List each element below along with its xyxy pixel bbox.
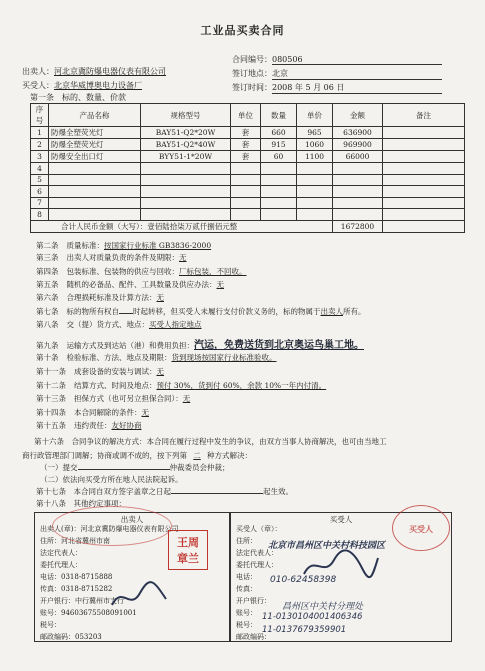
sign-time-value: 2008 年 5 月 06 日	[272, 82, 442, 94]
table-row	[31, 163, 465, 175]
table-cell	[231, 197, 261, 209]
buyer-field: 开户银行：	[236, 597, 271, 605]
clause-fill: 货到现场按国家行业标准验收。	[171, 353, 277, 362]
table-row	[31, 209, 465, 221]
table-cell	[49, 186, 141, 198]
clause-10	[36, 352, 277, 363]
table-cell: 8	[31, 209, 49, 221]
clause-16-line-2	[22, 450, 252, 461]
clause-text: 随机的必备品、配件、工具数量及供应办法：	[66, 280, 217, 289]
sign-time-row	[232, 82, 442, 94]
clause-3	[36, 252, 187, 263]
clause-16-text-end: 种方式解决：	[207, 451, 252, 460]
clause-8	[36, 319, 202, 330]
table-cell: 防爆全塑荧光灯	[49, 127, 141, 139]
header-cell: 单位	[231, 104, 261, 127]
buyer-representative-signature	[300, 548, 380, 582]
clause-number: 第六条	[36, 293, 59, 302]
table-cell: 660	[261, 127, 297, 139]
clause-17-text: 第十七条 本合同自双方签字盖章之日起	[36, 487, 171, 496]
clause-fill: 无	[182, 394, 191, 403]
table-cell	[141, 186, 231, 198]
table-cell	[333, 163, 383, 175]
sign-place-value: 北京	[272, 68, 442, 80]
clause-text-end: 所有。	[343, 307, 366, 316]
table-cell	[383, 139, 465, 151]
clause-text: 检验标准、方法、地点及期限：	[66, 353, 172, 362]
table-cell: 防爆安全出口灯	[49, 151, 141, 163]
header-cell: 备注	[383, 104, 465, 127]
seller-field: 税号：	[40, 621, 61, 629]
clause-number: 第七条	[36, 307, 59, 316]
table-cell	[49, 163, 141, 175]
table-cell: 4	[31, 163, 49, 175]
table-cell	[297, 197, 333, 209]
table-cell	[297, 174, 333, 186]
clause-text: 标的物所有权自	[66, 307, 119, 316]
seller-field: 住所：河北省冀州市南	[40, 537, 110, 545]
buyer-field: 电话：	[236, 573, 257, 581]
total-label: 合计人民币金额（大写）：壹佰陆拾柒万贰仟捌佰元整	[31, 220, 333, 232]
header-cell: 产品名称	[49, 104, 141, 127]
table-cell: 防爆全塑荧光灯	[49, 139, 141, 151]
header-cell: 序号	[31, 104, 49, 127]
table-cell	[231, 163, 261, 175]
table-cell: BAY51-Q2*40W	[141, 139, 231, 151]
table-cell	[333, 197, 383, 209]
seller-field: 传真：0318-8715282	[40, 585, 113, 593]
clause-16-option-2: （二）依法向买受方所在地人民法院起诉。	[40, 475, 183, 484]
buyer-address-handwriting: 北京市昌州区中关村科技园区	[268, 541, 386, 551]
clause-12	[36, 380, 326, 391]
header-cell: 规格型号	[141, 104, 231, 127]
table-cell: 1060	[297, 139, 333, 151]
table-cell: 965	[297, 127, 333, 139]
table-cell	[49, 174, 141, 186]
table-cell	[49, 197, 141, 209]
table-cell: 套	[231, 127, 261, 139]
clause-fill: 无	[216, 280, 224, 289]
clause-fill: 无	[156, 367, 164, 376]
table-row	[31, 127, 465, 139]
clause-number: 第五条	[36, 280, 59, 289]
clause-fill: 友好协商	[111, 421, 142, 430]
clause-number: 第二条	[36, 241, 59, 250]
seller-field: 出卖人(章)：河北京冀防爆电器仪表有限公司	[40, 525, 179, 533]
table-cell	[383, 151, 465, 163]
clause-fill: 买受人指定地点	[149, 320, 202, 329]
clause-18: 第十八条 其他约定事项：	[36, 499, 126, 508]
clause-number: 第十二条	[36, 381, 66, 390]
clause-17-blank	[171, 493, 263, 494]
table-cell: 套	[231, 139, 261, 151]
document-title: 工业品买卖合同	[200, 24, 285, 37]
clause-text: 交（提）货方式、地点：	[66, 320, 149, 329]
seller-label: 出卖人：	[22, 67, 54, 76]
clause-fill: 预付 30%，货到付 60%，余款 10%一年内付清。	[156, 381, 327, 390]
total-value: 1672800	[333, 220, 383, 232]
option-1-text: （一）提交	[40, 463, 78, 472]
buyer-account-handwriting: 11-0130104001406346	[262, 612, 363, 622]
header-cell: 金额	[333, 104, 383, 127]
seller-field: 委托代理人：	[40, 561, 82, 569]
table-cell	[231, 174, 261, 186]
seller-field: 开户银行：中行冀州市支行	[40, 597, 124, 605]
clause-17-text-end: 起生效。	[263, 487, 293, 496]
clause-number: 第九条	[36, 341, 59, 350]
total-row	[31, 220, 465, 232]
seller-field: 账号：94603675508091001	[40, 609, 137, 617]
clause-text: 担保方式（也可另立担保合同）：	[74, 394, 183, 403]
clause-11	[36, 366, 164, 377]
table-cell: BYY51-1*20W	[141, 151, 231, 163]
clause-fill: 无	[179, 253, 187, 262]
clause-text: 本合同解除的条件：	[74, 408, 142, 417]
seller-field: 邮政编码：053203	[40, 633, 102, 641]
table-cell: BAY51-Q2*20W	[141, 127, 231, 139]
clause-fill: 无	[141, 408, 149, 417]
table-cell: 969900	[333, 139, 383, 151]
header-cell: 数量	[261, 104, 297, 127]
clause-17	[36, 486, 293, 497]
clause-number: 第十一条	[36, 367, 66, 376]
clause-16-choice: 二	[193, 451, 201, 460]
clause-13	[36, 393, 190, 404]
buyer-field: 买受人（章）：	[236, 525, 282, 533]
option-1-blank	[78, 469, 170, 470]
table-cell: 套	[231, 151, 261, 163]
clause-blank	[119, 313, 133, 314]
clause-text: 包装标准、包装物的供应与回收：	[66, 267, 179, 276]
buyer-field: 委托代理人：	[236, 561, 278, 569]
buyer-row	[22, 80, 142, 91]
table-cell	[333, 174, 383, 186]
table-cell	[383, 174, 465, 186]
table-cell	[231, 186, 261, 198]
contract-no-label: 合同编号：	[232, 55, 272, 64]
clause-9	[36, 336, 364, 351]
clause-4	[36, 266, 247, 277]
table-cell: 6	[31, 186, 49, 198]
total-remark	[383, 220, 465, 232]
clause-1: 第一条 标的、数量、价款	[30, 93, 126, 102]
table-cell	[297, 163, 333, 175]
table-cell	[261, 209, 297, 221]
contract-no-row	[232, 54, 442, 65]
table-cell	[141, 174, 231, 186]
table-cell: 1100	[297, 151, 333, 163]
clause-16-line-1: 第十六条 合同争议的解决方式：本合同在履行过程中发生的争议，由双方当事人协商解决，也可由当地工	[34, 437, 387, 446]
clause-text: 结算方式、时间及地点：	[74, 381, 157, 390]
seller-representative-signature	[110, 575, 170, 615]
clause-7	[36, 306, 366, 317]
table-row	[31, 151, 465, 163]
table-cell	[141, 197, 231, 209]
buyer-field: 账号：	[236, 609, 257, 617]
seller-company-stamp	[52, 506, 172, 546]
clause-number: 第十四条	[36, 408, 66, 417]
table-cell	[297, 186, 333, 198]
table-cell: 7	[31, 197, 49, 209]
table-cell	[141, 163, 231, 175]
clause-16-option-1	[40, 462, 230, 473]
table-cell	[261, 163, 297, 175]
clause-fill: 出卖人	[320, 307, 343, 316]
clause-text: 出卖人对质量负责的条件及期限：	[66, 253, 179, 262]
table-row	[31, 186, 465, 198]
clause-text: 合理损耗标准及计算方法：	[66, 293, 157, 302]
table-cell	[261, 174, 297, 186]
clause-number: 第三条	[36, 253, 59, 262]
buyer-field: 传真：	[236, 585, 257, 593]
table-cell	[141, 209, 231, 221]
clause-fill: 汽运，免费送货到北京奥运鸟巢工地。	[194, 340, 364, 351]
clause-number: 第十条	[36, 353, 59, 362]
clause-text: 质量标准：	[66, 241, 104, 250]
header-cell: 单价	[297, 104, 333, 127]
clause-14	[36, 407, 149, 418]
seller-field: 法定代表人：	[40, 549, 82, 557]
buyer-field: 住所：	[236, 537, 257, 545]
table-cell	[383, 209, 465, 221]
clause-6	[36, 292, 164, 303]
table-cell: 915	[261, 139, 297, 151]
table-cell: 1	[31, 127, 49, 139]
seller-name: 河北京冀防爆电器仪表有限公司	[54, 67, 166, 76]
clause-number: 第十三条	[36, 394, 66, 403]
seller-personal-seal: 王周 章兰	[168, 530, 208, 570]
table-cell	[231, 209, 261, 221]
clause-15	[36, 420, 142, 431]
sign-time-label: 签订时间：	[232, 83, 272, 92]
table-row	[31, 139, 465, 151]
clause-number: 第八条	[36, 320, 59, 329]
table-cell: 636900	[333, 127, 383, 139]
buyer-bank-handwriting: 昌州区中关村分理处	[282, 602, 364, 612]
table-cell	[383, 127, 465, 139]
clause-text: 运输方式及到达站（港）和费用负担：	[66, 341, 194, 350]
seller-row	[22, 66, 166, 77]
clause-5	[36, 279, 224, 290]
table-cell	[261, 186, 297, 198]
table-cell	[383, 186, 465, 198]
table-cell	[383, 163, 465, 175]
sign-place-row	[232, 68, 442, 80]
table-cell: 2	[31, 139, 49, 151]
buyer-tax-handwriting: 11-0137679359901	[262, 625, 347, 635]
clause-2	[36, 240, 211, 251]
clause-number: 第十五条	[36, 421, 66, 430]
contract-no-value: 080506	[272, 55, 442, 65]
buyer-name: 北京华威博奥电力设备厂	[54, 81, 142, 90]
clause-text: 违约责任：	[74, 421, 112, 430]
buyer-box-title: 买受人	[329, 515, 353, 524]
table-cell	[49, 209, 141, 221]
table-cell: 60	[261, 151, 297, 163]
clause-fill: 厂标包装，不回收。	[179, 267, 247, 276]
table-row	[31, 174, 465, 186]
buyer-field: 邮政编码：	[236, 633, 271, 641]
table-cell: 66000	[333, 151, 383, 163]
clause-fill: 按国家行业标准 GB3836-2000	[104, 241, 212, 250]
buyer-label: 买受人：	[22, 81, 54, 90]
goods-table	[30, 103, 465, 233]
table-cell	[297, 209, 333, 221]
clause-text-continued: 时起转移，但买受人未履行支付价款义务的，标的物属于	[133, 307, 321, 316]
seller-field: 电话：0318-8715888	[40, 573, 113, 581]
buyer-field: 法定代表人：	[236, 549, 278, 557]
table-row	[31, 197, 465, 209]
table-cell	[333, 186, 383, 198]
table-cell: 3	[31, 151, 49, 163]
table-cell	[261, 197, 297, 209]
table-cell	[333, 209, 383, 221]
buyer-phone-handwriting: 010-62458398	[270, 575, 337, 585]
table-header-row	[31, 104, 465, 127]
clause-number: 第四条	[36, 267, 59, 276]
sign-place-label: 签订地点：	[232, 69, 272, 78]
buyer-company-stamp: 买受人	[392, 505, 450, 551]
table-cell	[383, 197, 465, 209]
buyer-field: 税号：	[236, 621, 257, 629]
seller-box-title: 出卖人	[120, 515, 144, 524]
clause-16-text: 商行政管理部门调解；协商或调不成的，按下列第	[22, 451, 187, 460]
clause-fill: 无	[156, 293, 164, 302]
option-1-text-end: 仲裁委员会仲裁；	[169, 463, 230, 472]
table-cell: 5	[31, 174, 49, 186]
clause-text: 成套设备的安装与调试：	[74, 367, 157, 376]
